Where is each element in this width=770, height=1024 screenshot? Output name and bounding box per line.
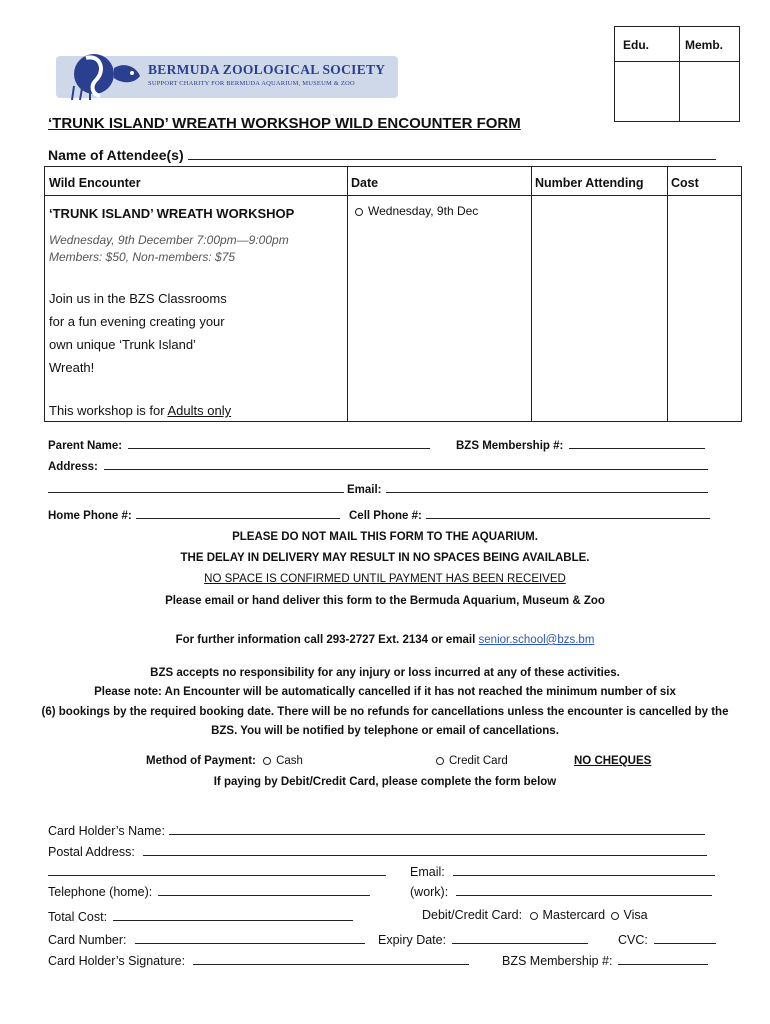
header-cost: Cost <box>671 176 699 190</box>
info-notice <box>0 634 770 646</box>
attendee-line[interactable] <box>188 147 716 160</box>
card-type-label: Debit/Credit Card: <box>422 908 523 922</box>
date-option-label: Wednesday, 9th Dec <box>368 204 479 218</box>
total-cost-line[interactable] <box>113 908 353 921</box>
signature-field[interactable] <box>48 952 469 968</box>
address-label: Address: <box>48 461 98 473</box>
cash-option[interactable] <box>263 755 303 767</box>
telephone-work-label: (work): <box>410 885 449 899</box>
header-divider <box>45 195 741 196</box>
parent-name-field[interactable] <box>48 436 430 452</box>
org-tagline: SUPPORT CHARITY FOR BERMUDA AQUARIUM, MUSEUM & ZOO <box>148 80 355 87</box>
email-line[interactable] <box>386 480 708 493</box>
workshop-desc-line: Wreath! <box>49 360 95 375</box>
cell-phone-field[interactable] <box>349 506 710 522</box>
no-cheques-note: NO CHEQUES <box>574 755 652 767</box>
card-number-label: Card Number: <box>48 933 127 947</box>
cancellation-notice-1: Please note: An Encounter will be automatically cancelled if it has not reached the minimum number of six <box>94 686 676 698</box>
column-divider <box>347 167 348 421</box>
workshop-pricing: Members: $50, Non-members: $75 <box>49 250 236 264</box>
no-mail-notice: PLEASE DO NOT MAIL THIS FORM TO THE AQUARIUM. <box>232 531 538 543</box>
card-number-field[interactable] <box>48 931 365 947</box>
expiry-date-label: Expiry Date: <box>378 933 447 947</box>
office-use-box <box>614 26 740 122</box>
radio-circle-icon[interactable] <box>436 757 444 765</box>
cash-label: Cash <box>276 755 303 767</box>
adults-prefix: This workshop is for <box>49 403 168 418</box>
memb-label: Memb. <box>685 38 724 52</box>
date-option[interactable] <box>355 204 478 218</box>
delay-notice: THE DELAY IN DELIVERY MAY RESULT IN NO SPACES BEING AVAILABLE. <box>180 552 590 564</box>
visa-label: Visa <box>623 908 648 922</box>
address-field[interactable] <box>48 457 708 473</box>
cvc-field[interactable] <box>618 931 716 947</box>
telephone-home-label: Telephone (home): <box>48 885 153 899</box>
postal-address-line-2[interactable] <box>48 863 386 876</box>
card-email-line[interactable] <box>453 863 715 876</box>
radio-circle-icon[interactable] <box>263 757 271 765</box>
address-line-2-field[interactable] <box>48 480 344 496</box>
card-number-line[interactable] <box>135 931 365 944</box>
radio-circle-icon[interactable] <box>355 208 363 216</box>
signature-label: Card Holder’s Signature: <box>48 954 186 968</box>
cell-phone-line[interactable] <box>426 506 710 519</box>
card-holder-name-line[interactable] <box>169 822 705 835</box>
card-membership-label: BZS Membership #: <box>502 954 613 968</box>
postal-address-line[interactable] <box>143 843 707 856</box>
workshop-desc-line: own unique ‘Trunk Island’ <box>49 337 196 352</box>
mastercard-option[interactable] <box>530 908 606 922</box>
adults-only-note <box>49 403 231 418</box>
card-type-field <box>422 908 648 922</box>
postal-address-field[interactable] <box>48 843 707 859</box>
postal-address-line-2-field[interactable] <box>48 863 386 879</box>
radio-circle-icon[interactable] <box>530 912 538 920</box>
telephone-home-field[interactable] <box>48 883 370 899</box>
column-divider <box>667 167 668 421</box>
signature-line[interactable] <box>193 952 469 965</box>
telephone-work-field[interactable] <box>410 883 712 899</box>
workshop-schedule: Wednesday, 9th December 7:00pm—9:00pm <box>49 233 289 247</box>
cvc-label: CVC: <box>618 933 648 947</box>
mastercard-label: Mastercard <box>542 908 606 922</box>
cancellation-notice-3: BZS. You will be notified by telephone or email of cancellations. <box>211 725 559 737</box>
visa-option[interactable] <box>611 908 648 922</box>
card-holder-name-field[interactable] <box>48 822 705 838</box>
home-phone-label: Home Phone #: <box>48 510 132 522</box>
telephone-work-line[interactable] <box>456 883 712 896</box>
parent-name-line[interactable] <box>128 436 430 449</box>
cancellation-notice-2: (6) bookings by the required booking date. There will be no refunds for cancellations unless the encounter is cancelled by the <box>41 706 729 718</box>
info-email-link[interactable]: senior.school@bzs.bm <box>478 634 595 646</box>
info-prefix: For further information call 293-2727 Ext. 2134 or email <box>175 634 479 646</box>
workshop-title: ‘TRUNK ISLAND’ WREATH WORKSHOP <box>49 206 295 221</box>
card-email-field[interactable] <box>410 863 715 879</box>
address-line[interactable] <box>104 457 708 470</box>
expiry-date-line[interactable] <box>452 931 588 944</box>
cvc-line[interactable] <box>654 931 716 944</box>
header-date: Date <box>351 176 379 190</box>
seahorse-fish-emblem-icon <box>64 50 144 102</box>
attendee-field[interactable] <box>48 147 716 163</box>
total-cost-label: Total Cost: <box>48 910 108 924</box>
card-membership-line[interactable] <box>618 952 708 965</box>
home-phone-line[interactable] <box>136 506 340 519</box>
column-divider <box>531 167 532 421</box>
edu-label: Edu. <box>623 38 649 52</box>
postal-address-label: Postal Address: <box>48 845 135 859</box>
adults-only-text: Adults only <box>167 403 232 418</box>
address-line-2[interactable] <box>48 480 344 493</box>
total-cost-field[interactable] <box>48 908 353 924</box>
card-email-label: Email: <box>410 865 445 879</box>
workshop-desc-line: for a fun evening creating your <box>49 314 225 329</box>
credit-card-option[interactable] <box>436 755 508 767</box>
encounter-table <box>44 166 742 422</box>
email-field[interactable] <box>347 480 708 496</box>
responsibility-notice: BZS accepts no responsibility for any injury or loss incurred at any of these activities. <box>150 667 620 679</box>
home-phone-field[interactable] <box>48 506 340 522</box>
no-space-notice <box>0 573 770 585</box>
header-number-attending: Number Attending <box>535 176 644 190</box>
card-membership-field[interactable] <box>502 952 708 968</box>
radio-circle-icon[interactable] <box>611 912 619 920</box>
bzs-logo <box>56 56 398 98</box>
org-name: BERMUDA ZOOLOGICAL SOCIETY <box>148 62 386 77</box>
form-title: ‘TRUNK ISLAND’ WREATH WORKSHOP WILD ENCOUNTER FORM <box>48 115 521 132</box>
membership-field[interactable] <box>456 436 705 452</box>
attendee-label: Name of Attendee(s) <box>48 147 184 163</box>
expiry-date-field[interactable] <box>378 931 588 947</box>
card-instructions: If paying by Debit/Credit Card, please complete the form below <box>213 776 557 788</box>
membership-label: BZS Membership #: <box>456 440 564 452</box>
payment-method-label: Method of Payment: <box>146 755 256 767</box>
no-space-text: NO SPACE IS CONFIRMED UNTIL PAYMENT HAS BEEN RECEIVED <box>204 573 566 585</box>
header-wild-encounter: Wild Encounter <box>49 176 141 190</box>
membership-line[interactable] <box>569 436 705 449</box>
telephone-home-line[interactable] <box>158 883 370 896</box>
credit-card-label: Credit Card <box>449 755 508 767</box>
workshop-desc-line: Join us in the BZS Classrooms <box>49 291 227 306</box>
card-holder-name-label: Card Holder’s Name: <box>48 824 165 838</box>
deliver-notice: Please email or hand deliver this form to the Bermuda Aquarium, Museum & Zoo <box>165 595 605 607</box>
parent-name-label: Parent Name: <box>48 440 123 452</box>
cell-phone-label: Cell Phone #: <box>349 510 422 522</box>
payment-method <box>146 755 303 767</box>
email-label: Email: <box>347 484 382 496</box>
